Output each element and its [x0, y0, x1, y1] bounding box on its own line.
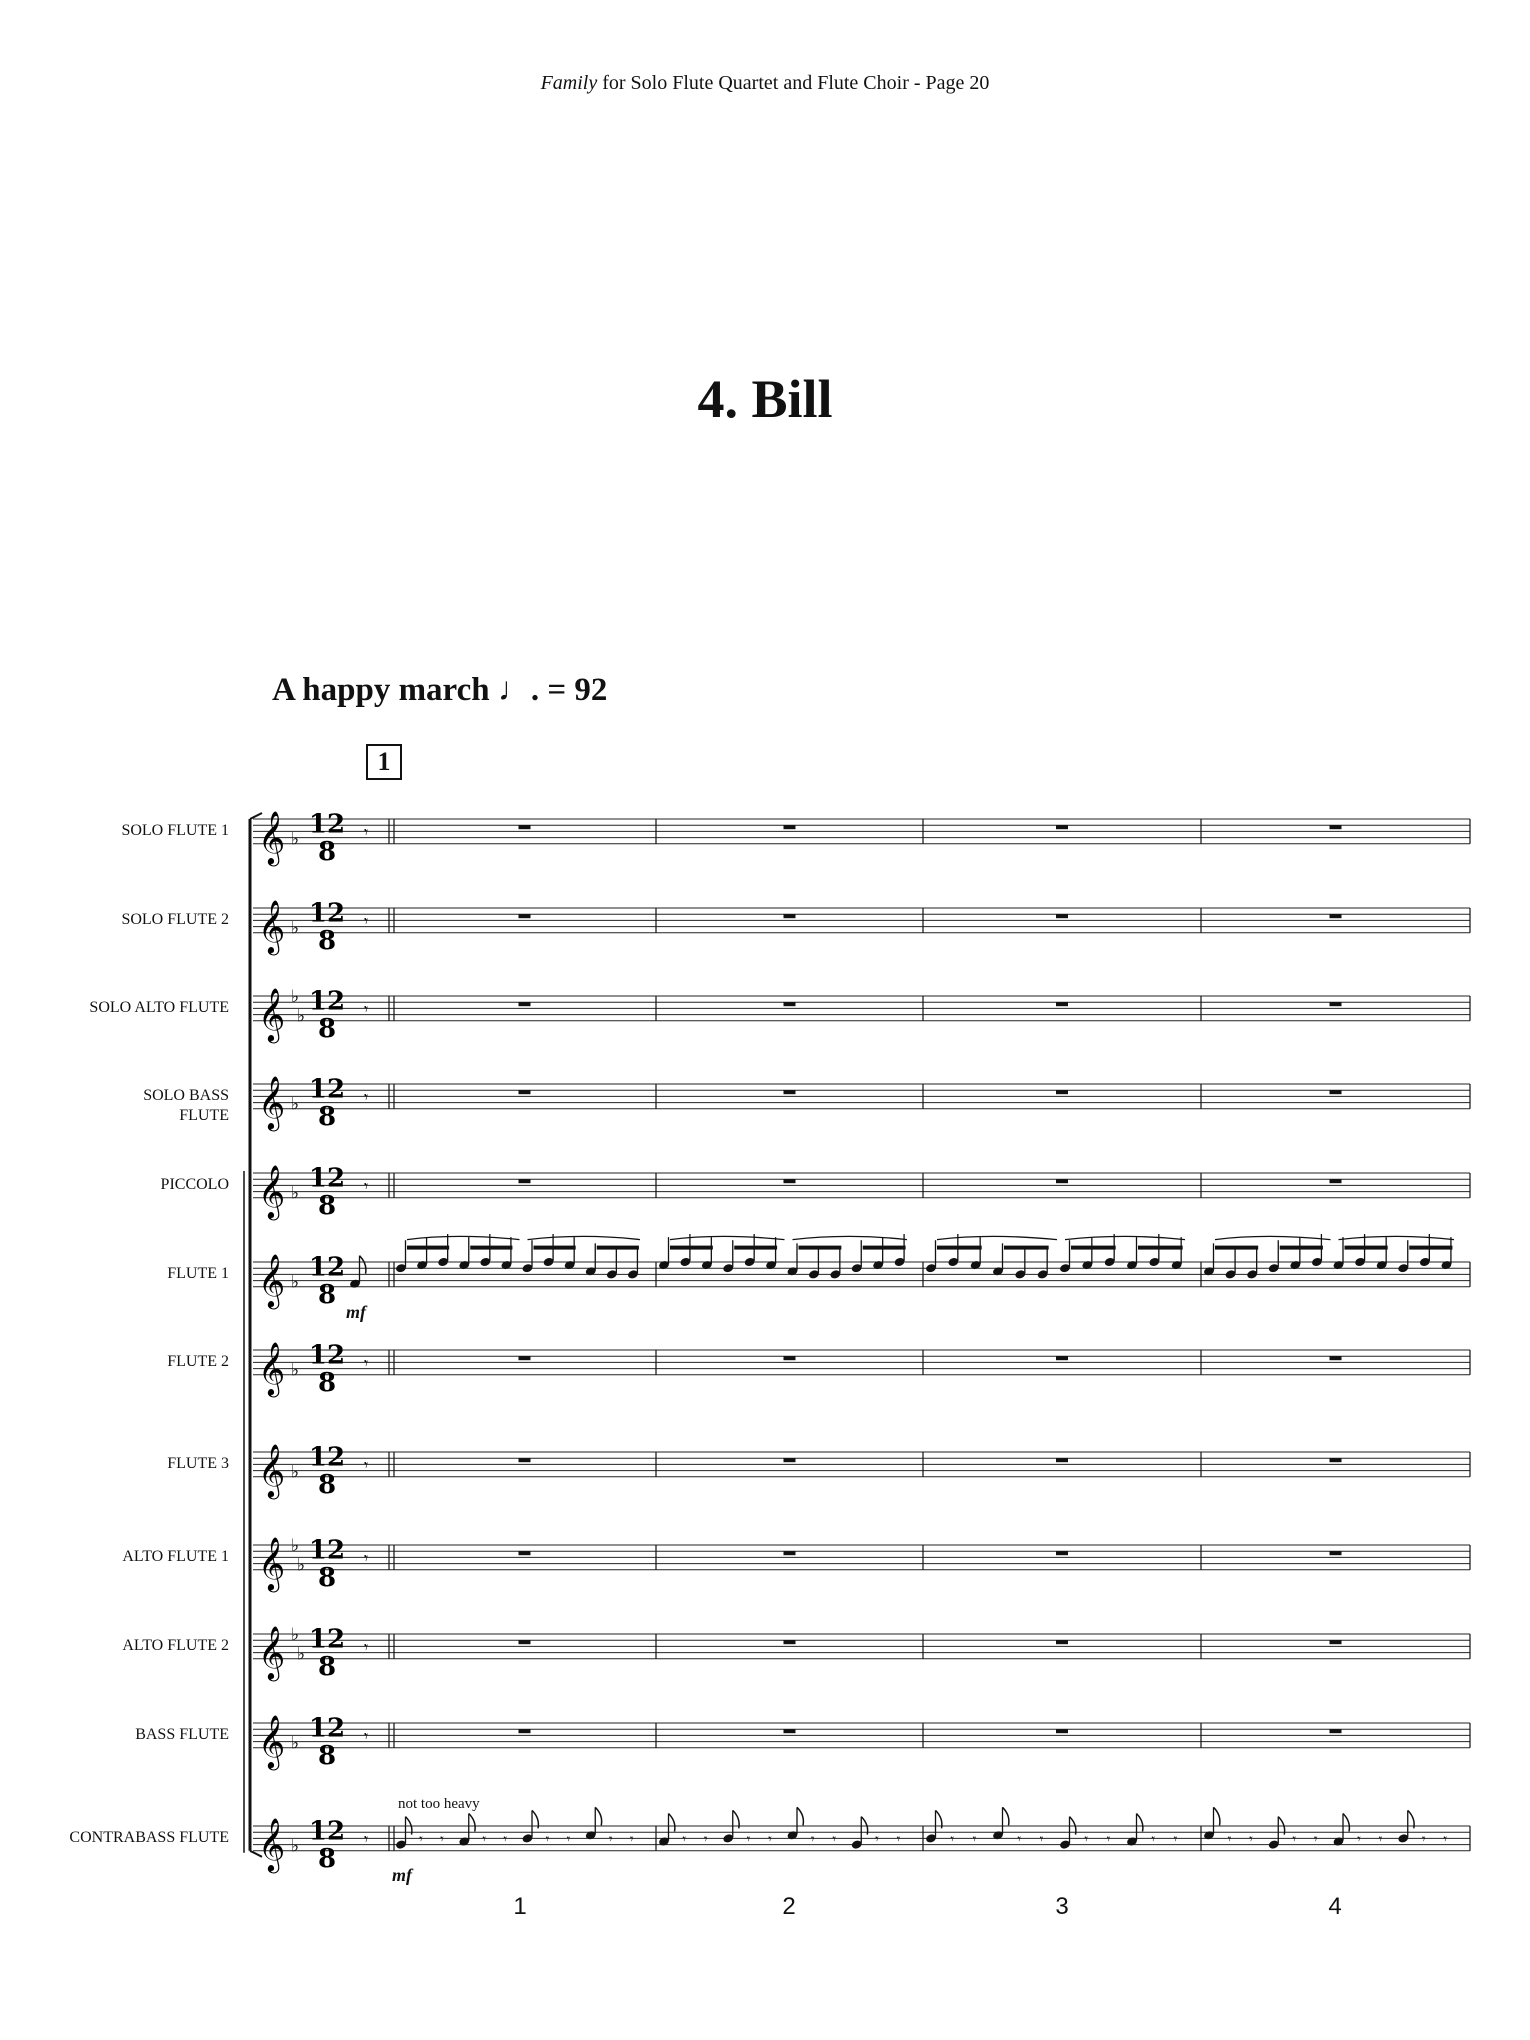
- eighth-rest-icon: 𝄾: [1292, 1831, 1297, 1848]
- slur: [937, 1236, 1057, 1239]
- whole-rest: [1330, 1551, 1342, 1555]
- eighth-rest-icon: 𝄾: [364, 1455, 369, 1475]
- instrument-label: FLUTE 1: [167, 1265, 229, 1283]
- whole-rest: [1056, 914, 1068, 918]
- eighth-rest-icon: 𝄾: [875, 1831, 879, 1848]
- whole-rest: [519, 1729, 531, 1733]
- eighth-rest-icon: 𝄾: [1151, 1831, 1156, 1848]
- tempo-value: = 92: [547, 672, 608, 708]
- eighth-rest-icon: 𝄾: [1443, 1831, 1448, 1848]
- treble-clef-icon: 𝄞: [258, 1535, 286, 1590]
- note-flag: [669, 1814, 675, 1832]
- eighth-rest-icon: 𝄾: [1039, 1831, 1044, 1848]
- flat-icon: ♭: [297, 1006, 306, 1027]
- tempo-text: A happy march: [272, 672, 490, 708]
- whole-rest: [1056, 1179, 1068, 1183]
- measure-number: 4: [1328, 1893, 1342, 1920]
- whole-rest: [519, 1458, 531, 1462]
- beam: [470, 1246, 512, 1250]
- eighth-rest-icon: 𝄾: [1084, 1831, 1089, 1848]
- instrument-label: FLUTE 3: [167, 1455, 229, 1473]
- whole-rest: [1056, 1090, 1068, 1094]
- flat-icon: ♭: [291, 1733, 300, 1754]
- treble-clef-icon: 𝄞: [258, 986, 286, 1041]
- time-signature-bottom: 8: [317, 1013, 337, 1044]
- instrument-label: CONTRABASS FLUTE: [69, 1829, 229, 1847]
- time-signature-bottom: 8: [317, 1843, 337, 1874]
- flat-icon: ♭: [291, 987, 300, 1008]
- whole-rest: [1330, 1640, 1342, 1644]
- whole-rest: [784, 914, 796, 918]
- beam: [1004, 1246, 1049, 1250]
- instrument-label: FLUTE 2: [167, 1353, 229, 1371]
- time-signature-top: 12: [308, 809, 346, 840]
- flat-icon: ♭: [291, 1183, 300, 1204]
- eighth-rest-icon: 𝄾: [1227, 1831, 1232, 1848]
- eighth-rest-icon: 𝄾: [364, 1637, 369, 1657]
- note-flag: [797, 1807, 803, 1825]
- slur: [528, 1236, 641, 1239]
- whole-rest: [784, 1640, 796, 1644]
- whole-rest: [519, 1090, 531, 1094]
- eighth-rest-icon: 𝄾: [364, 1176, 369, 1196]
- treble-clef-icon: 𝄞: [258, 1442, 286, 1497]
- beam: [1138, 1246, 1183, 1250]
- movement-title: 4. Bill: [697, 369, 833, 429]
- time-signature-bottom: 8: [317, 1279, 337, 1310]
- beam: [1280, 1246, 1323, 1250]
- time-signature-bottom: 8: [317, 836, 337, 867]
- time-signature-top: 12: [308, 986, 346, 1017]
- time-signature-top: 12: [308, 1074, 346, 1105]
- eighth-rest-icon: 𝄾: [545, 1831, 550, 1848]
- whole-rest: [519, 914, 531, 918]
- whole-rest: [519, 1179, 531, 1183]
- eighth-rest-icon: 𝄾: [1106, 1831, 1111, 1848]
- beam: [1071, 1246, 1116, 1250]
- whole-rest: [1330, 1002, 1342, 1006]
- time-signature-bottom: 8: [317, 1562, 337, 1593]
- whole-rest: [1330, 914, 1342, 918]
- eighth-rest-icon: 𝄾: [503, 1831, 508, 1848]
- eighth-rest-icon: 𝄾: [1173, 1831, 1178, 1848]
- beam: [1215, 1246, 1258, 1250]
- beam: [734, 1246, 777, 1250]
- flat-icon: ♭: [291, 1272, 300, 1293]
- whole-rest: [784, 1179, 796, 1183]
- whole-rest: [1056, 825, 1068, 829]
- eighth-rest-icon: 𝄾: [364, 822, 369, 842]
- whole-rest: [784, 1356, 796, 1360]
- note-flag: [1003, 1807, 1009, 1825]
- dynamic-mf-flute1: mf: [346, 1302, 366, 1322]
- eighth-rest-icon: 𝄾: [364, 1087, 369, 1107]
- treble-clef-icon: 𝄞: [258, 1713, 286, 1768]
- treble-clef-icon: 𝄞: [258, 809, 286, 864]
- beam: [1345, 1246, 1388, 1250]
- time-signature-top: 12: [308, 1340, 346, 1371]
- flat-icon: ♭: [291, 1536, 300, 1557]
- whole-rest: [784, 1458, 796, 1462]
- treble-clef-icon: 𝄞: [258, 1624, 286, 1679]
- time-signature-top: 12: [308, 1624, 346, 1655]
- flat-icon: ♭: [291, 1625, 300, 1646]
- eighth-rest-icon: 𝄾: [972, 1831, 977, 1848]
- slur: [407, 1236, 520, 1239]
- time-signature-bottom: 8: [317, 1740, 337, 1771]
- beam: [863, 1246, 906, 1250]
- eighth-rest-icon: 𝄾: [703, 1831, 708, 1848]
- time-signature-bottom: 8: [317, 1101, 337, 1132]
- instrument-label: SOLO ALTO FLUTE: [89, 999, 229, 1017]
- whole-rest: [784, 1729, 796, 1733]
- whole-rest: [1056, 1551, 1068, 1555]
- eighth-rest-icon: 𝄾: [629, 1831, 634, 1848]
- beam: [670, 1246, 713, 1250]
- flat-icon: ♭: [291, 1836, 300, 1857]
- eighth-rest-icon: 𝄾: [832, 1831, 837, 1848]
- eighth-rest-icon: 𝄾: [896, 1831, 901, 1848]
- flat-icon: ♭: [291, 1360, 300, 1381]
- treble-clef-icon: 𝄞: [258, 1252, 286, 1307]
- instrument-label: BASS FLUTE: [135, 1726, 229, 1744]
- eighth-rest-icon: 𝄾: [419, 1831, 423, 1848]
- eighth-rest-icon: 𝄾: [1421, 1831, 1426, 1848]
- eighth-rest-icon: 𝄾: [364, 1353, 369, 1373]
- whole-rest: [784, 1090, 796, 1094]
- treble-clef-icon: 𝄞: [258, 898, 286, 953]
- slur: [1339, 1236, 1455, 1239]
- note-flag: [1214, 1807, 1220, 1825]
- tempo-note-glyph: ♩.: [497, 672, 540, 708]
- note-flag: [469, 1814, 475, 1832]
- flat-icon: ♭: [291, 918, 300, 939]
- whole-rest: [1330, 1179, 1342, 1183]
- header-subtitle: for Solo Flute Quartet and Flute Choir - Page 20: [597, 72, 990, 94]
- header-work-title: Family: [540, 72, 598, 94]
- eighth-rest-icon: 𝄾: [566, 1831, 571, 1848]
- eighth-rest-icon: 𝄾: [608, 1831, 613, 1848]
- slur: [1215, 1236, 1331, 1239]
- time-signature-top: 12: [308, 898, 346, 929]
- treble-clef-icon: 𝄞: [258, 1816, 286, 1871]
- whole-rest: [1056, 1458, 1068, 1462]
- eighth-rest-icon: 𝄾: [1357, 1831, 1361, 1848]
- instrument-label: ALTO FLUTE 1: [122, 1548, 229, 1566]
- eighth-rest-icon: 𝄾: [746, 1831, 751, 1848]
- measure-number: 3: [1055, 1893, 1069, 1920]
- whole-rest: [784, 1002, 796, 1006]
- time-signature-bottom: 8: [317, 1190, 337, 1221]
- instrument-label: PICCOLO: [160, 1176, 229, 1194]
- flat-icon: ♭: [291, 1462, 300, 1483]
- eighth-rest-icon: 𝄾: [364, 1829, 369, 1849]
- flat-icon: ♭: [297, 1555, 306, 1576]
- rehearsal-mark: 1: [366, 744, 402, 780]
- time-signature-bottom: 8: [317, 925, 337, 956]
- whole-rest: [784, 1551, 796, 1555]
- time-signature-top: 12: [308, 1252, 346, 1283]
- slur: [793, 1236, 908, 1239]
- measure-number: 2: [782, 1893, 796, 1920]
- eighth-rest-icon: 𝄾: [1017, 1831, 1022, 1848]
- eighth-rest-icon: 𝄾: [810, 1831, 815, 1848]
- time-signature-top: 12: [308, 1163, 346, 1194]
- whole-rest: [1056, 1640, 1068, 1644]
- eighth-rest-icon: 𝄾: [482, 1831, 487, 1848]
- flat-icon: ♭: [291, 1094, 300, 1115]
- eighth-rest-icon: 𝄾: [768, 1831, 772, 1848]
- eighth-rest-icon: 𝄾: [440, 1831, 444, 1848]
- time-signature-top: 12: [308, 1442, 346, 1473]
- whole-rest: [1330, 1729, 1342, 1733]
- note-flag: [360, 1256, 366, 1274]
- time-signature-bottom: 8: [317, 1469, 337, 1500]
- whole-rest: [1330, 825, 1342, 829]
- beam: [534, 1246, 576, 1250]
- eighth-rest-icon: 𝄾: [364, 1726, 369, 1746]
- instrument-label: ALTO FLUTE 2: [122, 1637, 229, 1655]
- whole-rest: [519, 825, 531, 829]
- whole-rest: [519, 1356, 531, 1360]
- eighth-rest-icon: 𝄾: [364, 1548, 369, 1568]
- whole-rest: [784, 825, 796, 829]
- expression-text: not too heavy: [398, 1796, 480, 1812]
- beam: [799, 1246, 842, 1250]
- slur: [670, 1236, 785, 1239]
- whole-rest: [1056, 1729, 1068, 1733]
- time-signature-bottom: 8: [317, 1651, 337, 1682]
- note-flag: [1137, 1814, 1143, 1832]
- whole-rest: [1330, 1458, 1342, 1462]
- beam: [937, 1246, 982, 1250]
- beam: [597, 1246, 639, 1250]
- whole-rest: [519, 1551, 531, 1555]
- whole-rest: [1056, 1002, 1068, 1006]
- eighth-rest-icon: 𝄾: [1313, 1831, 1318, 1848]
- treble-clef-icon: 𝄞: [258, 1340, 286, 1395]
- instrument-label: SOLO BASS FLUTE: [143, 1087, 229, 1125]
- whole-rest: [1330, 1090, 1342, 1094]
- dynamic-mf-contrabass: mf: [392, 1865, 412, 1885]
- eighth-rest-icon: 𝄾: [1378, 1831, 1383, 1848]
- flat-icon: ♭: [297, 1644, 306, 1665]
- eighth-rest-icon: 𝄾: [364, 911, 369, 931]
- instrument-label: SOLO FLUTE 1: [121, 822, 229, 840]
- time-signature-top: 12: [308, 1816, 346, 1847]
- whole-rest: [1056, 1356, 1068, 1360]
- time-signature-bottom: 8: [317, 1367, 337, 1398]
- instrument-label: SOLO FLUTE 2: [121, 911, 229, 929]
- eighth-rest-icon: 𝄾: [364, 999, 369, 1019]
- note-flag: [595, 1807, 601, 1825]
- treble-clef-icon: 𝄞: [258, 1163, 286, 1218]
- slur: [1065, 1236, 1185, 1239]
- beam: [1409, 1246, 1452, 1250]
- eighth-rest-icon: 𝄾: [682, 1831, 687, 1848]
- flat-icon: ♭: [291, 829, 300, 850]
- note-flag: [1343, 1814, 1349, 1832]
- time-signature-top: 12: [308, 1713, 346, 1744]
- beam: [407, 1246, 449, 1250]
- treble-clef-icon: 𝄞: [258, 1074, 286, 1129]
- whole-rest: [519, 1640, 531, 1644]
- measure-number: 1: [513, 1893, 527, 1920]
- eighth-rest-icon: 𝄾: [1249, 1831, 1253, 1848]
- eighth-rest-icon: 𝄾: [950, 1831, 955, 1848]
- whole-rest: [1330, 1356, 1342, 1360]
- whole-rest: [519, 1002, 531, 1006]
- time-signature-top: 12: [308, 1535, 346, 1566]
